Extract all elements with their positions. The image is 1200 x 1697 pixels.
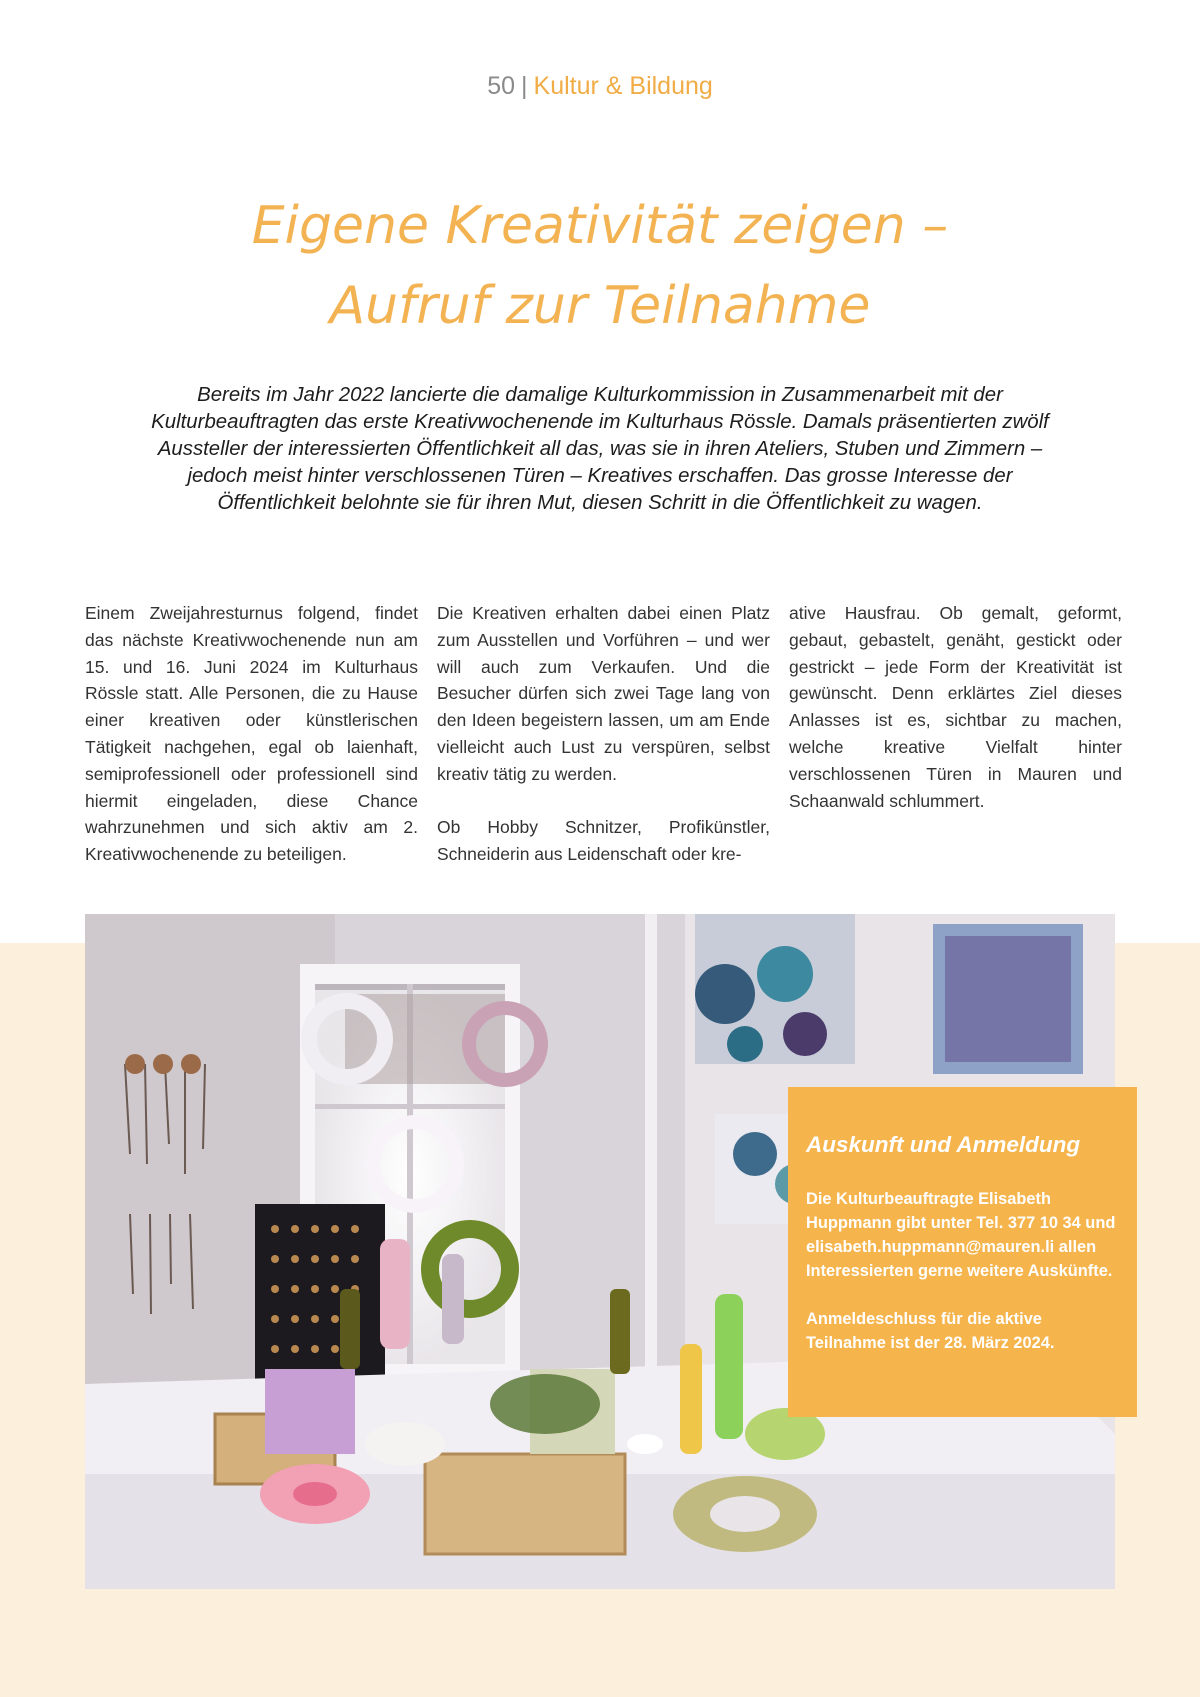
text-column-2 (437, 600, 770, 868)
article-title-line2: Aufruf zur Teilnahme (329, 276, 871, 336)
paragraph: Einem Zweijahresturnus folgend, findet das nächste Kreativwochenende nun am 15. und 16. Juni 2024 im Kulturhaus Rössle statt. Alle Personen, die zu Hause einer kreativen oder künstlerischen Tätigkeit nachgehen, egal ob laienhaft, semiprofessionell oder professionell sind hiermit eingeladen, diese Chance wahrzunehmen und sich aktiv am 2. Kreativwochenende zu beteiligen. (85, 603, 418, 865)
paragraph: ative Hausfrau. Ob gemalt, geformt, gebaut, gebastelt, genäht, gestickt oder gestrickt – jede Form der Kreativität ist gewünscht. Denn erklärtes Ziel dieses Anlasses ist es, sichtbar zu machen, welche kreative Vielfalt hinter verschlossenen Türen in Mauren und Schaanwald schlummert. (789, 603, 1122, 811)
info-box (788, 1087, 1137, 1417)
info-box-heading: Auskunft und Anmeldung (806, 1132, 1081, 1157)
page-header (0, 72, 1200, 101)
page-number: 50 (487, 72, 516, 100)
text-column-1 (85, 600, 418, 868)
text-column-3 (789, 600, 1122, 814)
info-box-contact: Die Kulturbeauftragte Elisabeth Huppmann gibt unter Tel. 377 10 34 und elisabeth.huppmann@mauren.li allen Interessierten gerne weitere Auskünfte. (806, 1190, 1116, 1280)
article-title-line1: Eigene Kreativität zeigen – (251, 196, 949, 256)
info-box-deadline: Anmeldeschluss für die aktive Teilnahme ist der 28. März 2024. (806, 1310, 1055, 1352)
section-title: Kultur & Bildung (533, 72, 713, 100)
paragraph: Die Kreativen erhalten dabei einen Platz zum Ausstellen und Vorführen – und wer will auch zum Verkaufen. Und die Besucher dürfen sich zwei Tage lang von den Ideen begeistern lassen, um am Ende vielleicht auch Lust zu verspüren, selbst kreativ tätig zu werden. (437, 603, 770, 784)
paragraph: Ob Hobby Schnitzer, Profikünstler, Schneiderin aus Leidenschaft oder kre- (437, 817, 770, 865)
article-title (120, 186, 1080, 346)
article-lead: Bereits im Jahr 2022 lancierte die damalige Kulturkommission in Zusammenarbeit mit der Kulturbeauftragten das erste Kreativwochenende im Kulturhaus Rössle. Damals präsentierten zwölf Aussteller der interessierten Öffentlichkeit all das, was sie in ihren Ateliers, Stuben und Zimmern – jedoch meist hinter verschlossenen Türen – Kreatives erschaffen. Das grosse Interesse der Öffentlichkeit belohnte sie für ihren Mut, diesen Schritt in die Öffentlichkeit zu wagen. (151, 384, 1049, 514)
header-separator: | (521, 72, 528, 100)
